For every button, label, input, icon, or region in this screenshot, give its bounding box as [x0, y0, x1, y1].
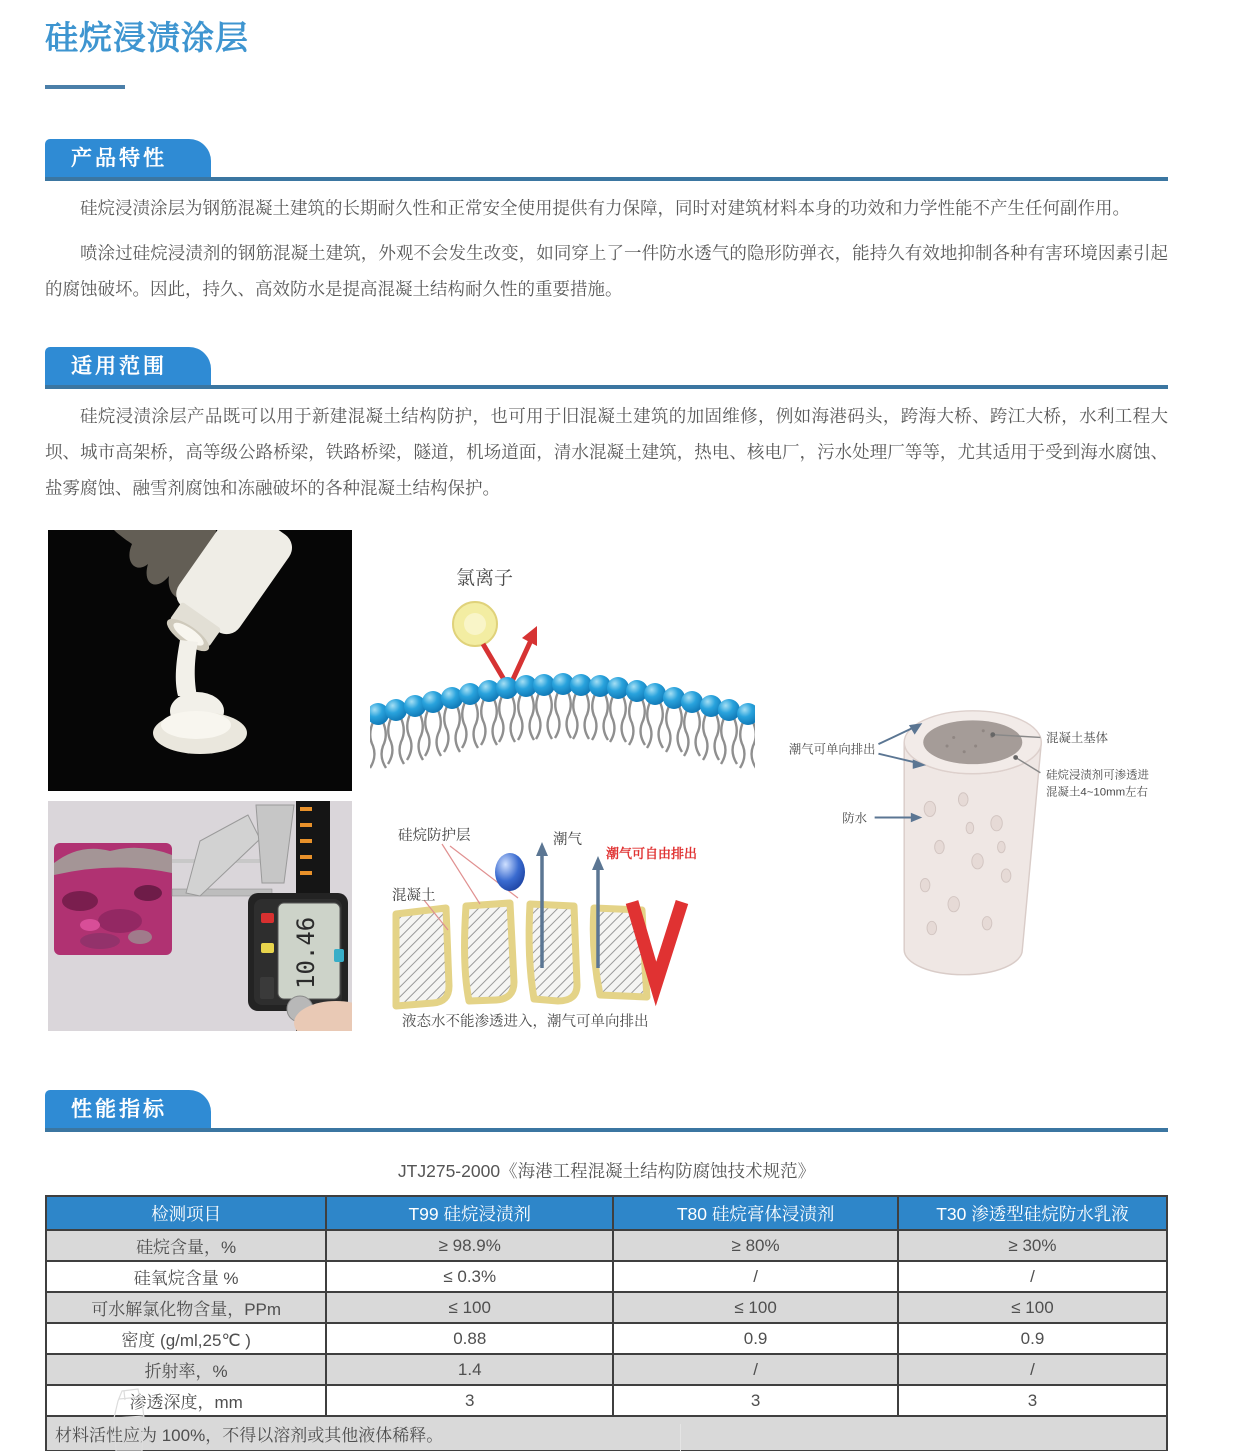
free-escape-label: 潮气可自由排出 — [606, 846, 698, 861]
cylinder-diagram-image — [787, 685, 1149, 990]
section-tab-performance: 性能指标 — [45, 1090, 211, 1128]
table-cell: ≤ 100 — [613, 1292, 898, 1323]
moisture-caption: 液态水不能渗透进入，潮气可单向排出 — [402, 1014, 649, 1030]
caliper-lcd-value: 10.46 — [292, 916, 320, 989]
waterproof-label: 防水 — [842, 811, 868, 826]
table-cell: 1.4 — [326, 1354, 613, 1385]
table-header-t30: T30 渗透型硅烷防水乳液 — [898, 1196, 1167, 1230]
table-row — [46, 1292, 1167, 1323]
section-header-performance — [45, 1090, 1168, 1132]
chloride-diagram-image — [370, 536, 755, 798]
section-header-scope — [45, 347, 1168, 389]
section-tab-scope: 适用范围 — [45, 347, 211, 385]
table-cell: ≤ 100 — [898, 1292, 1167, 1323]
water-drop — [495, 853, 525, 891]
penetration-label-line2: 混凝土4~10mm左右 — [1046, 786, 1148, 799]
penetration-pointer-dot — [1013, 755, 1018, 760]
performance-table-wrap — [45, 1195, 1168, 1451]
table-row — [46, 1385, 1167, 1416]
table-title: JTJ275-2000《海港工程混凝土结构防腐蚀技术规范》 — [397, 1161, 816, 1181]
penetration-label-line1: 硅烷浸渍剂可渗透进 — [1046, 769, 1149, 782]
section-tab-features: 产品特性 — [45, 139, 211, 177]
table-cell: / — [898, 1354, 1167, 1385]
table-cell: ≥ 98.9% — [326, 1230, 613, 1261]
table-cell: / — [613, 1354, 898, 1385]
table-cell: 0.88 — [326, 1323, 613, 1354]
scope-paragraph: 硅烷浸渍涂层产品既可以用于新建混凝土结构防护，也可用于旧混凝土建筑的加固维修，例如海港码头，跨海大桥、跨江大桥，水利工程大坝、城市高架桥，高等级公路桥梁，铁路桥梁，隧道，机场道面，清水混凝土建筑，热电、核电厂，污水处理厂等等，尤其适用于受到海水腐蚀、盐雾腐蚀、融雪剂腐蚀和冻融破坏的各种混凝土结构保护。 — [45, 406, 1168, 498]
figure-moisture-diagram — [390, 818, 700, 1032]
moisture-label: 潮气 — [553, 832, 582, 848]
table-row — [46, 1230, 1167, 1261]
table-cell: 渗透深度，mm — [46, 1385, 326, 1416]
matrix-label: 混凝土基体 — [1046, 731, 1109, 746]
table-cell: 折射率，% — [46, 1354, 326, 1385]
matrix-pointer-dot — [990, 732, 995, 737]
table-row — [46, 1323, 1167, 1354]
coating-label: 硅烷防护层 — [398, 828, 471, 844]
table-cell: ≤ 0.3% — [326, 1261, 613, 1292]
table-cell: 3 — [326, 1385, 613, 1416]
table-cell: 3 — [898, 1385, 1167, 1416]
figures-area — [45, 530, 1168, 1032]
table-cell: / — [898, 1261, 1167, 1292]
features-paragraph-1: 硅烷浸渍涂层为钢筋混凝土建筑的长期耐久性和正常安全使用提供有力保障，同时对建筑材料本身的功效和力学性能不产生任何副作用。 — [80, 198, 1130, 218]
content-column — [45, 0, 1168, 1451]
caliper-blue-button — [334, 949, 344, 962]
pour-stream — [176, 640, 198, 696]
table-footnote-row — [46, 1416, 1167, 1451]
section-header-features — [45, 139, 1168, 181]
caliper-yellow-button — [261, 943, 274, 953]
figure-cylinder-diagram — [787, 685, 1149, 990]
table-cell: ≥ 30% — [898, 1230, 1167, 1261]
table-header-t80: T80 硅烷膏体浸渍剂 — [613, 1196, 898, 1230]
caliper-photo-image — [48, 801, 352, 1031]
table-cell: 硅氧烷含量 % — [46, 1261, 326, 1292]
dyed-concrete-block — [54, 843, 172, 955]
table-row — [46, 1261, 1167, 1292]
caliper-body — [248, 893, 348, 1011]
performance-table — [45, 1195, 1168, 1451]
table-cell: ≥ 80% — [613, 1230, 898, 1261]
table-row — [46, 1354, 1167, 1385]
features-paragraph-2: 喷涂过硅烷浸渍剂的钢筋混凝土建筑，外观不会发生改变，如同穿上了一件防水透气的隐形防弹衣，能持久有效地抑制各种有害环境因素引起的腐蚀破坏。因此，持久、高效防水是提高混凝土结构耐久性的重要措施。 — [45, 243, 1168, 299]
one-way-label: 潮气可单向排出 — [788, 742, 876, 757]
cream-blob-highlight — [161, 711, 231, 739]
concrete-label: 混凝土 — [392, 888, 436, 904]
caliper-red-button — [261, 913, 274, 923]
table-cell: 可水解氯化物含量，PPm — [46, 1292, 326, 1323]
faint-vertical-line — [680, 1424, 681, 1451]
faint-bottle-sketch — [104, 1388, 162, 1451]
table-cell: 硅烷含量，% — [46, 1230, 326, 1261]
table-cell: / — [613, 1261, 898, 1292]
figure-caliper-photo — [48, 801, 352, 1031]
silane-pour-photo-image — [48, 530, 352, 791]
title-underline — [45, 85, 125, 89]
table-header-row — [46, 1196, 1167, 1230]
table-cell: 密度 (g/ml,25℃ ) — [46, 1323, 326, 1354]
figure-silane-pour-photo — [48, 530, 352, 791]
cylinder-concrete-core — [923, 720, 1022, 764]
table-cell: ≤ 100 — [326, 1292, 613, 1323]
table-cell: 0.9 — [613, 1323, 898, 1354]
figure-chloride-diagram — [370, 536, 755, 798]
moisture-diagram-image — [390, 818, 700, 1032]
table-footnote: 材料活性应为 100%，不得以溶剂或其他液体稀释。 — [46, 1416, 1167, 1451]
chloride-ion-label: 氯离子 — [456, 568, 514, 589]
table-header-item: 检测项目 — [46, 1196, 326, 1230]
page-title: 硅烷浸渍涂层 — [45, 19, 249, 56]
table-cell: 3 — [613, 1385, 898, 1416]
table-header-t99: T99 硅烷浸渍剂 — [326, 1196, 613, 1230]
table-cell: 0.9 — [898, 1323, 1167, 1354]
